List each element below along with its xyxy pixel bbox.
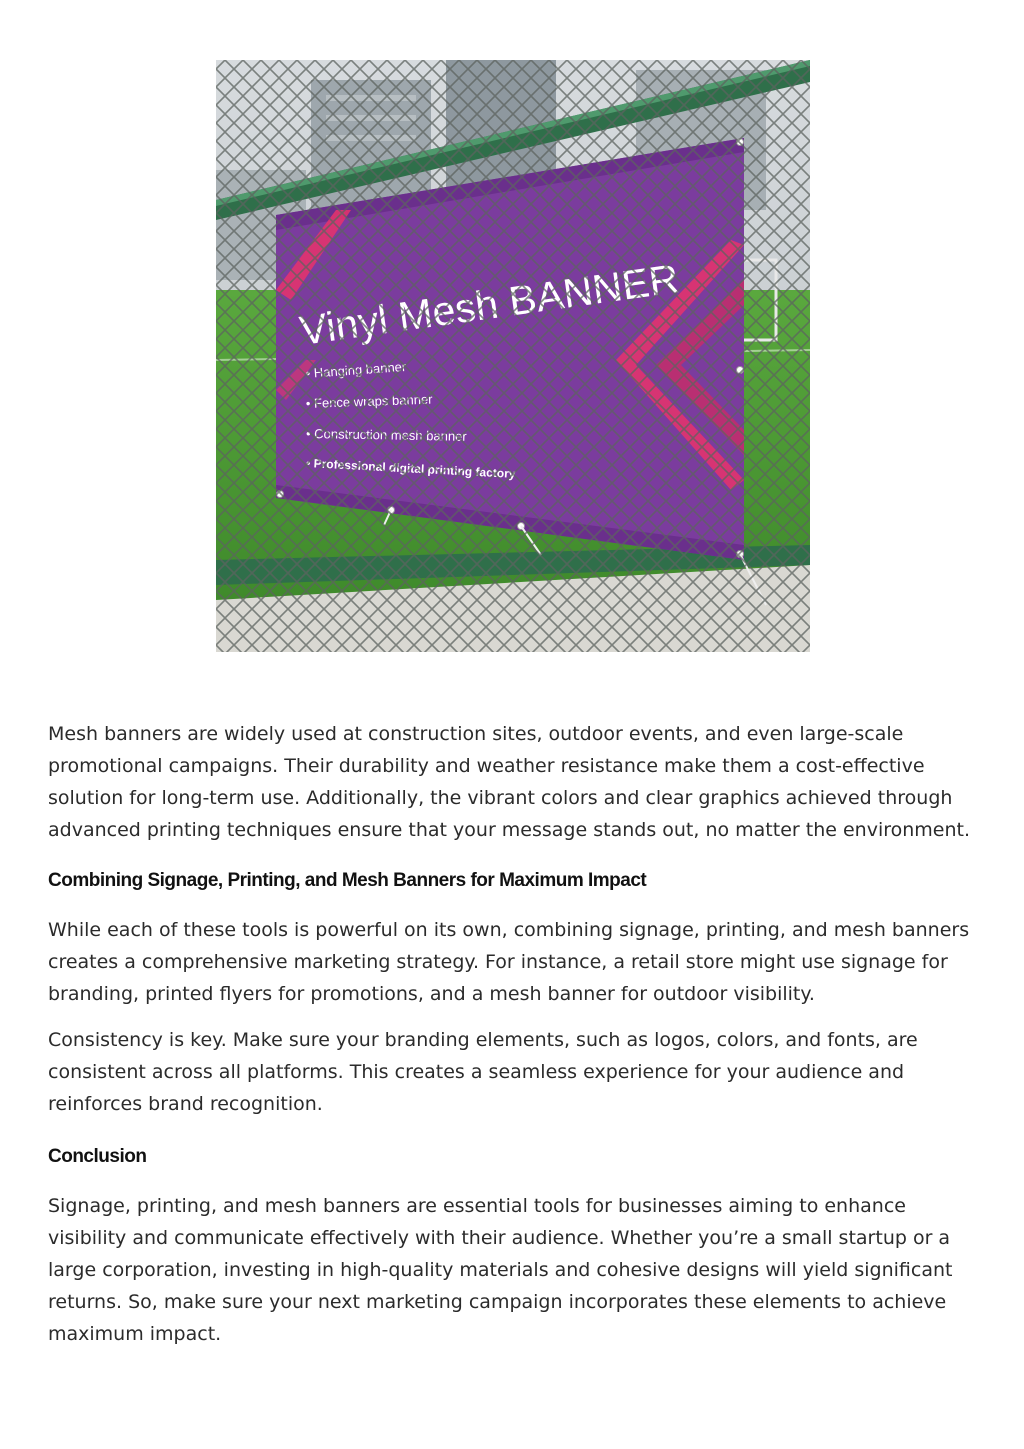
heading-combining: Combining Signage, Printing, and Mesh Banners for Maximum Impact: [48, 870, 647, 891]
paragraph-mesh-banner-uses: Mesh banners are widely used at construction sites, outdoor events, and even large-scale promotional campaigns. Their durability and weather resistance make them a cost-effective solution for long-term use. Additionally, the vibrant colors and clear graphics achieved through advanced printing techniques ensure that your message stands out, no matter the environment.: [48, 723, 971, 841]
paragraph-consistency: Consistency is key. Make sure your branding elements, such as logos, colors, and fonts, are consistent across all platforms. This creates a seamless experience for your audience and reinforces brand recognition.: [48, 1029, 918, 1115]
paragraph-conclusion: Signage, printing, and mesh banners are essential tools for businesses aiming to enhance visibility and communicate effectively with their audience. Whether you’re a small startup or a large corporation, investing in high-quality materials and cohesive designs will yield significant returns. So, make sure your next marketing campaign incorporates these elements to achieve maximum impact.: [48, 1195, 953, 1345]
banner-photo-illustration: [216, 60, 810, 652]
article-body: [48, 718, 978, 1350]
banner-photo: [216, 60, 810, 652]
paragraph-combining-tools: While each of these tools is powerful on its own, combining signage, printing, and mesh banners creates a comprehensive marketing strategy. For instance, a retail store might use signage for branding, printed flyers for promotions, and a mesh banner for outdoor visibility.: [48, 919, 970, 1005]
heading-conclusion: Conclusion: [48, 1146, 147, 1167]
chain-link-fence: [216, 60, 810, 652]
